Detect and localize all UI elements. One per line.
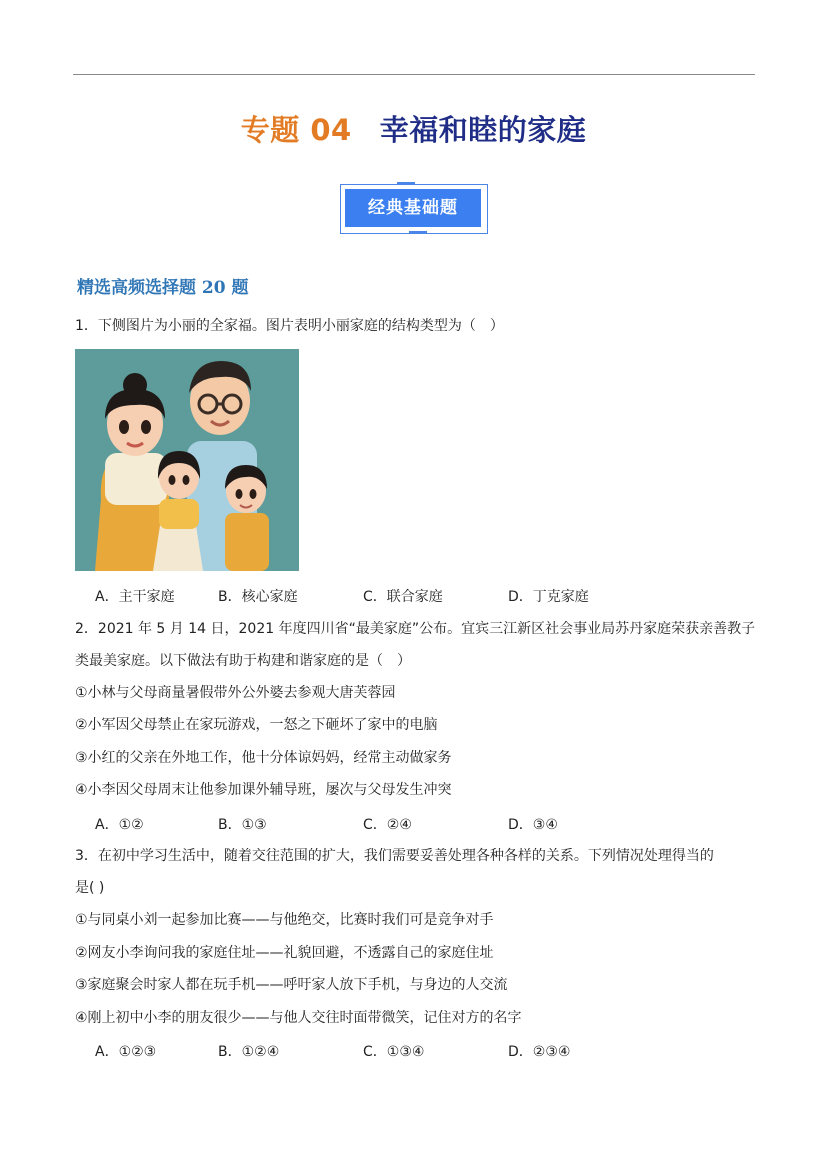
- question-2-option-a[interactable]: A．①②: [95, 817, 144, 833]
- title-topic-name: 幸福和睦的家庭: [379, 113, 587, 147]
- badge-tick-bottom: [409, 231, 427, 234]
- question-3-item-4: ④刚上初中小李的朋友很少——与他人交往时面带微笑，记住对方的名字: [75, 1010, 522, 1026]
- question-2-item-3: ③小红的父亲在外地工作，他十分体谅妈妈，经常主动做家务: [75, 750, 452, 766]
- question-3-item-1: ①与同桌小刘一起参加比赛——与他绝交，比赛时我们可是竞争对手: [75, 912, 494, 928]
- question-1-option-c[interactable]: C．联合家庭: [363, 589, 443, 605]
- question-2-item-4: ④小李因父母周末让他参加课外辅导班，屡次与父母发生冲突: [75, 782, 452, 798]
- question-2-stem-line-1: 2．2021 年 5 月 14 日，2021 年度四川省“最美家庭”公布。宜宾三江新区社会事业局苏丹家庭荣获亲善教子: [75, 621, 756, 637]
- section-title: 精选高频选择题 20 题: [77, 278, 249, 298]
- question-3-option-a[interactable]: A．①②③: [95, 1044, 157, 1060]
- level-badge: [337, 182, 489, 234]
- title-topic-number: 专题 04: [240, 113, 352, 147]
- question-2-option-b[interactable]: B．①③: [218, 817, 267, 833]
- badge-label: 经典基础题: [345, 189, 481, 227]
- family-portrait-illustration: [75, 349, 299, 571]
- header-rule: [73, 74, 755, 75]
- question-2-stem-line-2: 类最美家庭。以下做法有助于构建和谐家庭的是（ ）: [75, 653, 411, 669]
- question-3-item-3: ③家庭聚会时家人都在玩手机——呼吁家人放下手机，与身边的人交流: [75, 977, 508, 993]
- question-3-options: [95, 1041, 570, 1061]
- family-portrait-image: [75, 349, 299, 571]
- question-3-option-d[interactable]: D．②③④: [508, 1044, 571, 1060]
- question-3-stem-line-1: 3．在初中学习生活中，随着交往范围的扩大，我们需要妥善处理各种各样的关系。下列情况处理得当的: [75, 848, 714, 864]
- question-2-option-d[interactable]: D．③④: [508, 817, 558, 833]
- question-1-option-b[interactable]: B．核心家庭: [218, 589, 298, 605]
- question-1-options: [95, 586, 589, 606]
- badge-tick-top: [397, 182, 415, 185]
- question-2-options: [95, 814, 558, 834]
- question-3-option-b[interactable]: B．①②④: [218, 1044, 280, 1060]
- question-3-item-2: ②网友小李询问我的家庭住址——礼貌回避，不透露自己的家庭住址: [75, 945, 494, 961]
- question-1-option-d[interactable]: D．丁克家庭: [508, 589, 589, 605]
- question-1-stem: 1．下侧图片为小丽的全家福。图片表明小丽家庭的结构类型为（ ）: [75, 318, 504, 334]
- question-3-option-c[interactable]: C．①③④: [363, 1044, 425, 1060]
- question-3-stem-line-2: 是( ): [75, 880, 105, 896]
- question-1-option-a[interactable]: A．主干家庭: [95, 589, 175, 605]
- page-title: [0, 108, 827, 149]
- question-2-option-c[interactable]: C．②④: [363, 817, 412, 833]
- question-2-item-1: ①小林与父母商量暑假带外公外婆去参观大唐芙蓉园: [75, 685, 396, 701]
- question-2-item-2: ②小军因父母禁止在家玩游戏，一怒之下砸坏了家中的电脑: [75, 717, 438, 733]
